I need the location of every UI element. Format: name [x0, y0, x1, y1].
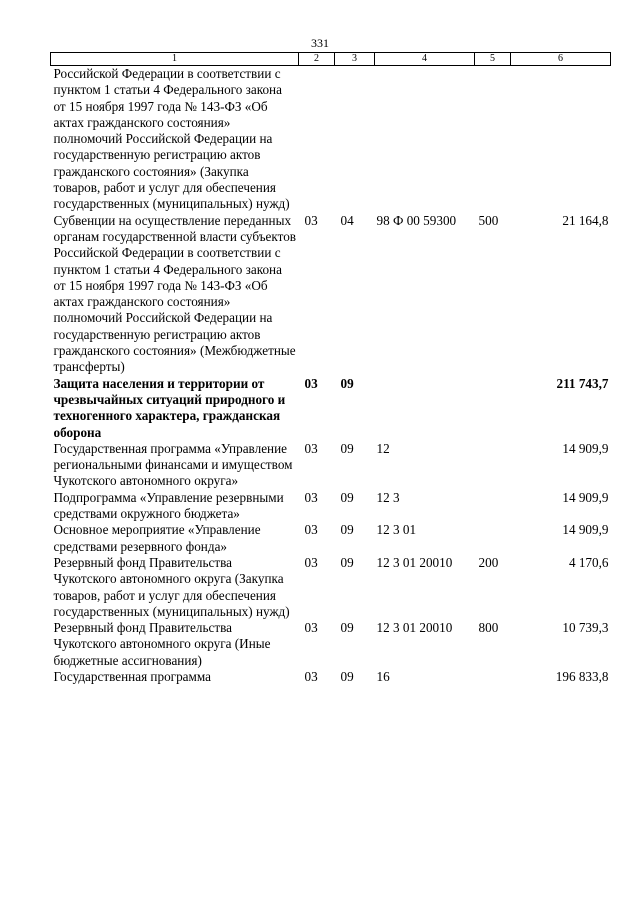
table-header [51, 53, 611, 66]
target-article-cell [375, 376, 475, 441]
section-code-cell: 03 [304, 212, 318, 228]
subsection-code-cell: 09 [340, 620, 354, 636]
table-row [51, 490, 611, 523]
expense-type-cell: 500 [478, 212, 499, 228]
expense-type-cell [475, 441, 511, 490]
column-header: 1 [51, 53, 299, 66]
row-name-cell: Государственная программа [53, 668, 211, 684]
amount-cell: 14 909,9 [562, 440, 609, 456]
expense-type-cell [475, 490, 511, 523]
section-code-cell [299, 66, 335, 213]
target-article-cell: 12 [376, 440, 390, 456]
row-name-cell: Субвенции на осуществление переданных органам государственной власти субъектов Российской Федерации в соответствии с пунктом 1 статьи 4 Федерального закона от 15 ноября 1997 года № 143-ФЗ «Об актах гражданского состояния» полномочий Российской Федерации на государственную регистрацию актов гражданского состояния» (Межбюджетные трансферты) [53, 212, 297, 375]
target-article-cell: 16 [376, 668, 390, 684]
subsection-code-cell: 09 [340, 522, 354, 538]
column-header: 6 [511, 53, 611, 66]
column-header: 4 [375, 53, 475, 66]
section-code-cell: 03 [304, 522, 318, 538]
subsection-code-cell: 09 [340, 440, 354, 456]
amount-cell [511, 66, 611, 213]
amount-cell: 14 909,9 [562, 522, 609, 538]
expense-type-cell: 200 [478, 554, 499, 570]
column-header: 2 [299, 53, 335, 66]
row-name-cell: Резервный фонд Правительства Чукотского автономного округа (Закупка товаров, работ и услуг для обеспечения государственных (муниципальных) нужд) [53, 554, 290, 619]
target-article-cell [375, 66, 475, 213]
expense-type-cell: 800 [478, 620, 499, 636]
expense-type-cell [475, 376, 511, 441]
target-article-cell: 12 3 01 20010 [376, 620, 453, 636]
table-body [51, 66, 611, 686]
section-code-cell: 03 [304, 668, 318, 684]
amount-cell: 4 170,6 [568, 554, 609, 570]
budget-table [50, 52, 611, 685]
subsection-code-cell: 04 [340, 212, 354, 228]
amount-cell: 196 833,8 [555, 668, 609, 684]
page-number: 331 [311, 36, 329, 50]
table-row [51, 555, 611, 620]
amount-cell: 211 743,7 [556, 375, 609, 391]
target-article-cell: 12 3 01 [376, 522, 417, 538]
subsection-code-cell: 09 [340, 668, 354, 684]
row-name-cell: Подпрограмма «Управление резервными средствами окружного бюджета» [53, 489, 284, 522]
subsection-code-cell: 09 [340, 554, 354, 570]
section-code-cell: 03 [304, 620, 318, 636]
section-code-cell: 03 [304, 554, 318, 570]
row-name-cell: Резервный фонд Правительства Чукотского автономного округа (Иные бюджетные ассигнования) [53, 620, 271, 668]
table-row [51, 620, 611, 669]
table-row [51, 522, 611, 555]
section-code-cell: 03 [304, 440, 318, 456]
target-article-cell: 98 Ф 00 59300 [376, 212, 457, 228]
column-header: 5 [475, 53, 511, 66]
table-row [51, 66, 611, 213]
amount-cell: 21 164,8 [562, 212, 609, 228]
target-article-cell: 12 3 [376, 489, 400, 505]
expense-type-cell [475, 669, 511, 685]
subsection-code-cell [335, 66, 375, 213]
subsection-code-cell: 09 [340, 489, 354, 505]
row-name-cell: Государственная программа «Управление региональными финансами и имуществом Чукотского автономного округа» [53, 440, 293, 489]
subsection-code-cell: 09 [340, 375, 354, 391]
table-row [51, 669, 611, 685]
table-row [51, 441, 611, 490]
row-name-cell: Российской Федерации в соответствии с пунктом 1 статьи 4 Федерального закона от 15 ноября 1997 года № 143-ФЗ «Об актах гражданского состояния» полномочий Российской Федерации на государственную регистрацию актов гражданского состояния» (Закупка товаров, работ и услуг для обеспечения государственных (муниципальных) нужд) [53, 66, 290, 212]
table-row [51, 213, 611, 376]
column-header: 3 [335, 53, 375, 66]
target-article-cell: 12 3 01 20010 [376, 554, 453, 570]
amount-cell: 14 909,9 [562, 489, 609, 505]
expense-type-cell [475, 66, 511, 213]
row-name-cell: Защита населения и территории от чрезвычайных ситуаций природного и техногенного характера, гражданская оборона [53, 375, 286, 440]
section-code-cell: 03 [304, 489, 318, 505]
amount-cell: 10 739,3 [562, 620, 609, 636]
section-code-cell: 03 [304, 375, 318, 391]
table-row [51, 376, 611, 441]
row-name-cell: Основное мероприятие «Управление средствами резервного фонда» [53, 522, 261, 554]
expense-type-cell [475, 522, 511, 555]
